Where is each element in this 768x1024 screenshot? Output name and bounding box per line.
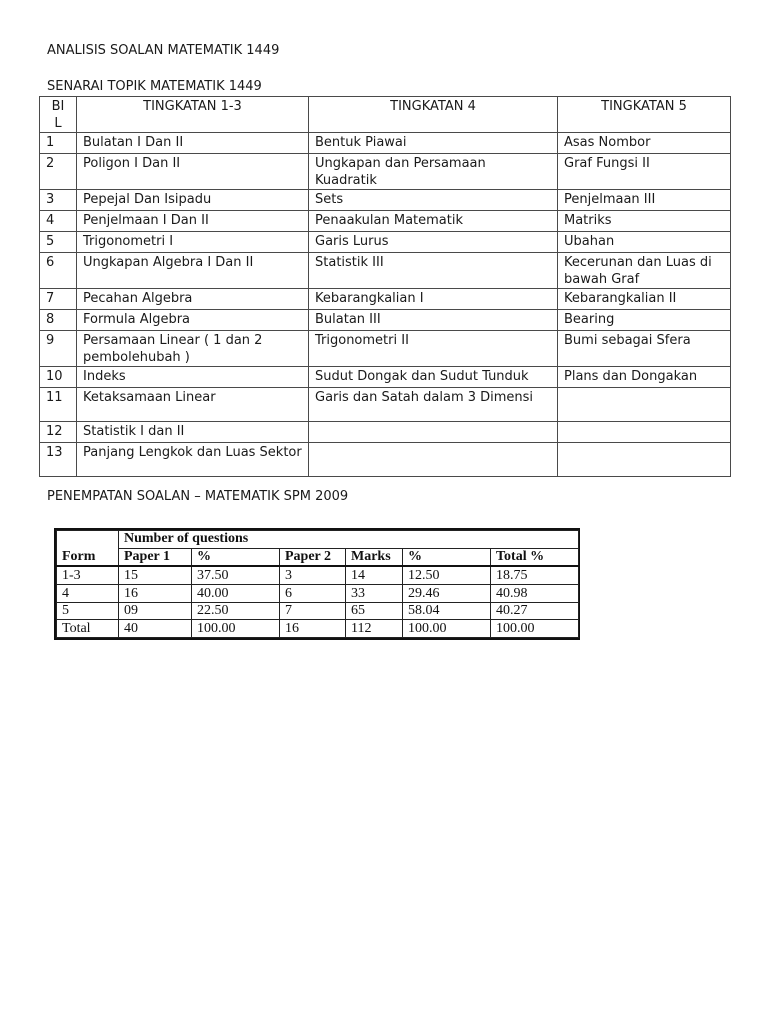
topic-row	[40, 190, 731, 211]
topic-cell-t5: Asas Nombor	[558, 133, 731, 154]
spm-cell-pct1: 40.00	[192, 585, 280, 603]
topic-row	[40, 289, 731, 310]
spm-question-placement-table-image	[54, 528, 580, 640]
topic-row	[40, 388, 731, 422]
topic-cell-t4: Bulatan III	[309, 310, 558, 331]
topic-cell-t5: Kebarangkalian II	[558, 289, 731, 310]
spm-cell-pct2: 29.46	[403, 585, 491, 603]
spm-header-blank	[57, 531, 119, 549]
topic-cell-t13: Bulatan I Dan II	[77, 133, 309, 154]
topic-cell-t13: Persamaan Linear ( 1 dan 2 pembolehubah )	[77, 331, 309, 367]
topic-cell-t5: Plans dan Dongakan	[558, 367, 731, 388]
spm-cell-marks: 33	[346, 585, 403, 603]
topic-cell-t13: Pecahan Algebra	[77, 289, 309, 310]
topic-cell-bil: 5	[40, 232, 77, 253]
spm-cell-paper2: 16	[280, 620, 346, 638]
topic-cell-bil: 7	[40, 289, 77, 310]
spm-cell-form: Total	[57, 620, 119, 638]
topic-cell-t5: Kecerunan dan Luas di bawah Graf	[558, 253, 731, 289]
spm-row	[57, 566, 579, 584]
spm-header-total: Total %	[491, 548, 579, 566]
topic-cell-bil: 4	[40, 211, 77, 232]
topic-cell-t13: Penjelmaan I Dan II	[77, 211, 309, 232]
topic-cell-bil: 11	[40, 388, 77, 422]
header-tingkatan-5: TINGKATAN 5	[558, 97, 731, 133]
topics-body	[40, 133, 731, 477]
topic-cell-t13: Ungkapan Algebra I Dan II	[77, 253, 309, 289]
spm-cell-paper1: 15	[119, 566, 192, 584]
topic-row	[40, 253, 731, 289]
topic-row	[40, 211, 731, 232]
topic-cell-t5: Bumi sebagai Sfera	[558, 331, 731, 367]
topic-cell-bil: 6	[40, 253, 77, 289]
spm-cell-total: 40.27	[491, 602, 579, 620]
topic-cell-t4: Kebarangkalian I	[309, 289, 558, 310]
topic-cell-t5	[558, 443, 731, 477]
topic-cell-t4: Penaakulan Matematik	[309, 211, 558, 232]
topic-row	[40, 443, 731, 477]
topic-cell-bil: 3	[40, 190, 77, 211]
spm-header-paper1: Paper 1	[119, 548, 192, 566]
spm-cell-paper1: 40	[119, 620, 192, 638]
topic-cell-t13: Trigonometri I	[77, 232, 309, 253]
spm-cell-form: 5	[57, 602, 119, 620]
topic-row	[40, 331, 731, 367]
spm-cell-marks: 65	[346, 602, 403, 620]
spm-header-marks: Marks	[346, 548, 403, 566]
topic-cell-bil: 2	[40, 154, 77, 190]
topic-cell-t4: Statistik III	[309, 253, 558, 289]
topic-cell-t5: Matriks	[558, 211, 731, 232]
topic-cell-t5	[558, 388, 731, 422]
spm-header-row	[57, 548, 579, 566]
spm-cell-paper2: 7	[280, 602, 346, 620]
spm-body	[57, 531, 579, 638]
document-title: ANALISIS SOALAN MATEMATIK 1449	[47, 43, 280, 58]
topic-row	[40, 133, 731, 154]
topics-table	[39, 96, 731, 477]
topic-cell-bil: 10	[40, 367, 77, 388]
spm-cell-pct1: 100.00	[192, 620, 280, 638]
spm-cell-form: 1-3	[57, 566, 119, 584]
spm-cell-paper2: 6	[280, 585, 346, 603]
topics-heading: SENARAI TOPIK MATEMATIK 1449	[47, 79, 262, 94]
spm-cell-form: 4	[57, 585, 119, 603]
spm-cell-paper1: 09	[119, 602, 192, 620]
spm-cell-pct2: 58.04	[403, 602, 491, 620]
topic-cell-t4: Sudut Dongak dan Sudut Tunduk	[309, 367, 558, 388]
topic-cell-bil: 8	[40, 310, 77, 331]
spm-cell-pct1: 22.50	[192, 602, 280, 620]
topic-cell-t5: Bearing	[558, 310, 731, 331]
topic-row	[40, 232, 731, 253]
topic-cell-t5: Ubahan	[558, 232, 731, 253]
header-bil: BI L	[40, 97, 77, 133]
spm-row	[57, 585, 579, 603]
topics-header-row	[40, 97, 731, 133]
topic-cell-t13: Formula Algebra	[77, 310, 309, 331]
spm-group-header-row	[57, 531, 579, 549]
topic-row	[40, 422, 731, 443]
topic-cell-t13: Indeks	[77, 367, 309, 388]
topic-cell-t13: Ketaksamaan Linear	[77, 388, 309, 422]
header-tingkatan-4: TINGKATAN 4	[309, 97, 558, 133]
topic-cell-t4: Bentuk Piawai	[309, 133, 558, 154]
spm-cell-total: 40.98	[491, 585, 579, 603]
spm-header-form: Form	[57, 548, 119, 566]
spm-question-table	[56, 530, 579, 638]
spm-header-pct1: %	[192, 548, 280, 566]
topic-cell-t4: Trigonometri II	[309, 331, 558, 367]
topic-cell-t13: Pepejal Dan Isipadu	[77, 190, 309, 211]
spm-cell-pct2: 12.50	[403, 566, 491, 584]
spm-row	[57, 602, 579, 620]
topic-cell-t4: Garis dan Satah dalam 3 Dimensi	[309, 388, 558, 422]
spm-cell-paper1: 16	[119, 585, 192, 603]
spm-row	[57, 620, 579, 638]
topic-cell-bil: 13	[40, 443, 77, 477]
topic-cell-t4: Sets	[309, 190, 558, 211]
spm-cell-marks: 14	[346, 566, 403, 584]
topic-cell-t13: Poligon I Dan II	[77, 154, 309, 190]
spm-header-paper2: Paper 2	[280, 548, 346, 566]
topic-cell-t13: Statistik I dan II	[77, 422, 309, 443]
topic-cell-t4: Ungkapan dan Persamaan Kuadratik	[309, 154, 558, 190]
spm-cell-paper2: 3	[280, 566, 346, 584]
topic-cell-bil: 12	[40, 422, 77, 443]
spm-header-pct2: %	[403, 548, 491, 566]
topic-cell-t4	[309, 422, 558, 443]
spm-cell-total: 100.00	[491, 620, 579, 638]
topic-cell-t5	[558, 422, 731, 443]
spm-cell-pct2: 100.00	[403, 620, 491, 638]
spm-group-header: Number of questions	[119, 531, 579, 549]
spm-cell-pct1: 37.50	[192, 566, 280, 584]
topic-row	[40, 310, 731, 331]
topic-cell-t4	[309, 443, 558, 477]
header-tingkatan-1-3: TINGKATAN 1-3	[77, 97, 309, 133]
topic-row	[40, 367, 731, 388]
topic-cell-t4: Garis Lurus	[309, 232, 558, 253]
topic-cell-t5: Graf Fungsi II	[558, 154, 731, 190]
spm-cell-total: 18.75	[491, 566, 579, 584]
spm-cell-marks: 112	[346, 620, 403, 638]
placement-heading: PENEMPATAN SOALAN – MATEMATIK SPM 2009	[47, 489, 349, 504]
topic-cell-t5: Penjelmaan III	[558, 190, 731, 211]
topic-cell-bil: 1	[40, 133, 77, 154]
topic-row	[40, 154, 731, 190]
topic-cell-bil: 9	[40, 331, 77, 367]
topic-cell-t13: Panjang Lengkok dan Luas Sektor	[77, 443, 309, 477]
